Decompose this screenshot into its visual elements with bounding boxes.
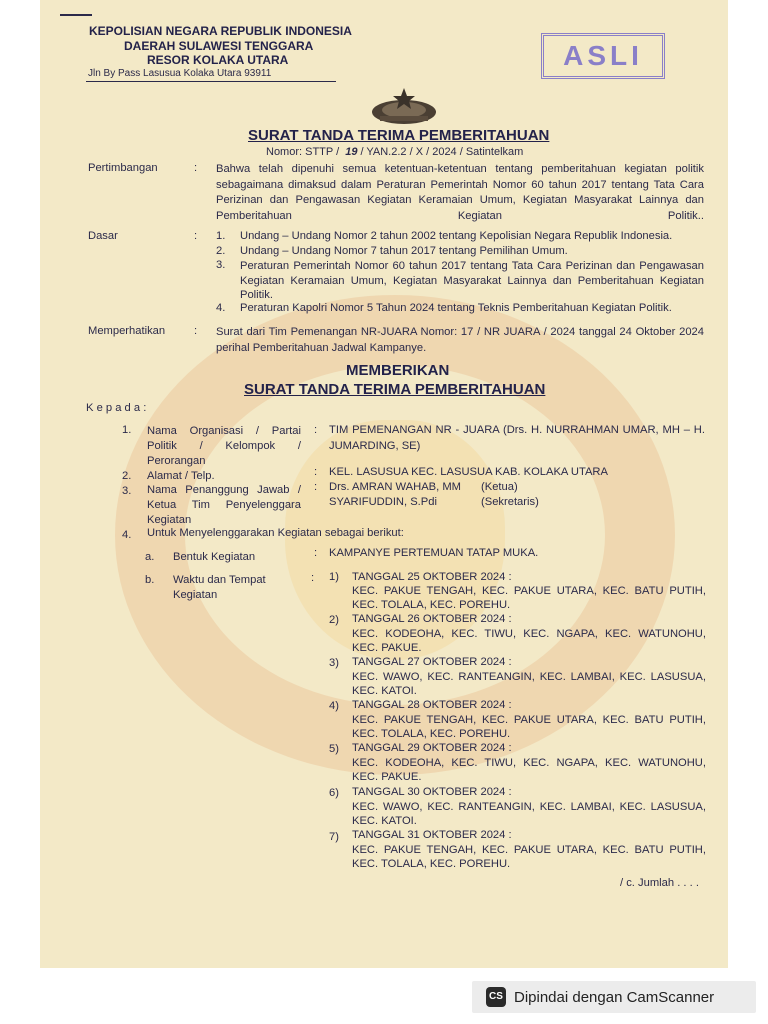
schedule-7-places: KEC. PAKUE TENGAH, KEC. PAKUE UTARA, KEC. BATU PUTIH, KEC. TOLALA, KEC. POREHU. <box>352 844 706 870</box>
pertimbangan-text: Bahwa telah dipenuhi semua ketentuan-ketentuan tentang pemberitahuan kegiatan politik sebagaimana dimaksud dalam Peraturan Pemerintah Nomor 60 tahun 2017 tentang Tata Cara Perizinan dan Pengawasan Kegiatan Keramaian Umum, Kegiatan Masyarakat Lainnya dan Pemberitahuan Kegiatan Politik.. <box>216 163 704 222</box>
number-value: 19 <box>345 146 358 158</box>
schedule-6-places: KEC. WAWO, KEC. RANTEANGIN, KEC. LAMBAI, KEC. LASUSUA, KEC. KATOI. <box>352 801 706 827</box>
field-3-label: Nama Penanggung Jawab / Ketua Tim Penyelenggara Kegiatan <box>147 484 301 526</box>
pertimbangan-label: Pertimbangan <box>88 162 158 174</box>
document-title: SURAT TANDA TERIMA PEMBERITAHUAN <box>248 127 550 144</box>
schedule-6-date: TANGGAL 30 OKTOBER 2024 : <box>352 786 512 798</box>
field-1-sep: : <box>314 424 318 436</box>
header-line-3: RESOR KOLAKA UTARA <box>147 53 289 67</box>
header-underline <box>86 81 336 82</box>
schedule-2-places: KEC. KODEOHA, KEC. TIWU, KEC. NGAPA, KEC. WATUNOHU, KEC. PAKUE. <box>352 628 706 654</box>
asli-stamp: ASLI <box>541 33 665 79</box>
activity-a-value: KAMPANYE PERTEMUAN TATAP MUKA. <box>329 547 539 559</box>
field-4-num: 4. <box>122 529 132 541</box>
dasar-item-3: Peraturan Pemerintah Nomor 60 tahun 2017 tentang Tata Cara Perizinan dan Pengawasan Kegiatan Keramaian Umum, Kegiatan Masyarakat Lainnya dan Pemberitahuan Kegiatan Politik. <box>240 260 704 301</box>
dasar-num-1: 1. <box>216 230 226 242</box>
police-emblem-icon <box>368 86 440 126</box>
header-line-1: KEPOLISIAN NEGARA REPUBLIK INDONESIA <box>89 24 352 38</box>
field-1-value: TIM PEMENANGAN NR - JUARA (Drs. H. NURRAHMAN UMAR, MH – H. JUMARDING, SE) <box>329 424 705 452</box>
field-4-label: Untuk Menyelenggarakan Kegiatan sebagai berikut: <box>147 527 404 539</box>
schedule-3-num: 3) <box>329 657 339 669</box>
activity-a-label: Bentuk Kegiatan <box>173 551 256 563</box>
field-2-value: KEL. LASUSUA KEC. LASUSUA KAB. KOLAKA UTARA <box>329 466 608 478</box>
kepada-label: K e p a d a : <box>86 402 147 414</box>
dasar-num-2: 2. <box>216 245 226 257</box>
dasar-item-1: Undang – Undang Nomor 2 tahun 2002 tentang Kepolisian Negara Republik Indonesia. <box>240 230 673 242</box>
activity-b-label: Waktu dan Tempat Kegiatan <box>173 574 266 601</box>
memberikan-heading: MEMBERIKAN <box>346 362 450 379</box>
document-number <box>266 146 523 158</box>
memberikan-title: SURAT TANDA TERIMA PEMBERITAHUAN <box>244 381 546 398</box>
field-2-sep: : <box>314 466 318 478</box>
number-prefix: Nomor: STTP / <box>266 146 340 158</box>
header-address: Jln By Pass Lasusua Kolaka Utara 93911 <box>88 68 272 79</box>
schedule-7-date: TANGGAL 31 OKTOBER 2024 : <box>352 829 512 841</box>
dasar-label: Dasar <box>88 230 118 242</box>
field-3-sep: : <box>314 481 318 493</box>
field-3-person-2-role: (Sekretaris) <box>481 496 539 508</box>
memperhatikan-text: Surat dari Tim Pemenangan NR-JUARA Nomor: 17 / NR JUARA / 2024 tanggal 24 Oktober 2024 perihal Pemberitahuan Jadwal Kampanye. <box>216 326 704 354</box>
number-suffix: / YAN.2.2 / X / 2024 / Satintelkam <box>360 146 524 158</box>
activity-b-sep: : <box>311 572 315 584</box>
field-2-num: 2. <box>122 470 132 482</box>
memperhatikan-sep: : <box>194 325 198 337</box>
field-1-label: Nama Organisasi / Partai Politik / Kelompok / Perorangan <box>147 425 301 467</box>
schedule-1-date: TANGGAL 25 OKTOBER 2024 : <box>352 571 512 583</box>
continuation-note: / c. Jumlah . . . . <box>620 877 699 889</box>
schedule-5-places: KEC. KODEOHA, KEC. TIWU, KEC. NGAPA, KEC. WATUNOHU, KEC. PAKUE. <box>352 757 706 783</box>
schedule-5-date: TANGGAL 29 OKTOBER 2024 : <box>352 742 512 754</box>
schedule-1-places: KEC. PAKUE TENGAH, KEC. PAKUE UTARA, KEC. BATU PUTIH, KEC. TOLALA, KEC. POREHU. <box>352 585 706 611</box>
memperhatikan-label: Memperhatikan <box>88 325 166 337</box>
activity-b-num: b. <box>145 574 155 586</box>
dasar-num-4: 4. <box>216 302 226 314</box>
schedule-2-num: 2) <box>329 614 339 626</box>
pertimbangan-sep: : <box>194 162 198 174</box>
field-3-person-2-name: SYARIFUDDIN, S.Pdi <box>329 496 437 508</box>
camscanner-text: Dipindai dengan CamScanner <box>514 988 715 1006</box>
field-3-person-1-role: (Ketua) <box>481 481 518 493</box>
schedule-1-num: 1) <box>329 571 339 583</box>
field-3-num: 3. <box>122 485 132 497</box>
header-mark <box>60 14 92 16</box>
dasar-sep: : <box>194 230 198 242</box>
camscanner-icon: CS <box>486 987 506 1007</box>
schedule-4-date: TANGGAL 28 OKTOBER 2024 : <box>352 699 512 711</box>
dasar-item-2: Undang – Undang Nomor 7 tahun 2017 tentang Pemilihan Umum. <box>240 245 568 257</box>
dasar-item-4: Peraturan Kapolri Nomor 5 Tahun 2024 tentang Teknis Pemberitahuan Kegiatan Politik. <box>240 302 672 314</box>
schedule-3-places: KEC. WAWO, KEC. RANTEANGIN, KEC. LAMBAI, KEC. LASUSUA, KEC. KATOI. <box>352 671 706 697</box>
field-3-person-1-name: Drs. AMRAN WAHAB, MM <box>329 481 461 493</box>
header-line-2: DAERAH SULAWESI TENGGARA <box>124 39 314 53</box>
field-2-label: Alamat / Telp. <box>147 470 215 482</box>
schedule-6-num: 6) <box>329 787 339 799</box>
schedule-4-places: KEC. PAKUE TENGAH, KEC. PAKUE UTARA, KEC. BATU PUTIH, KEC. TOLALA, KEC. POREHU. <box>352 714 706 740</box>
schedule-5-num: 5) <box>329 743 339 755</box>
activity-a-num: a. <box>145 551 155 563</box>
field-1-num: 1. <box>122 424 132 436</box>
document-page <box>40 0 728 968</box>
dasar-num-3: 3. <box>216 259 226 271</box>
schedule-7-num: 7) <box>329 831 339 843</box>
schedule-2-date: TANGGAL 26 OKTOBER 2024 : <box>352 613 512 625</box>
activity-a-sep: : <box>314 547 318 559</box>
schedule-4-num: 4) <box>329 700 339 712</box>
camscanner-badge <box>472 981 756 1013</box>
schedule-3-date: TANGGAL 27 OKTOBER 2024 : <box>352 656 512 668</box>
